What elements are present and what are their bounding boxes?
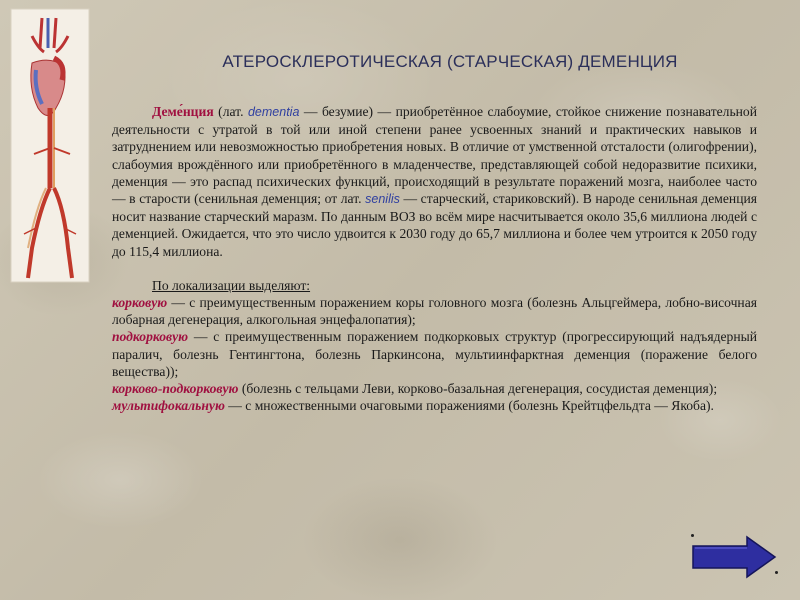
localization-desc: — с множественными очаговыми поражениями (болезнь Крейтцфельдта — Якоба).	[224, 398, 714, 414]
vascular-anatomy-illustration	[10, 8, 90, 283]
localization-desc: — с преимущественным поражением коры головного мозга (болезнь Альцгеймера, лобно-височная лобарная дегенерация, алкогольная энцефалопатия);	[112, 295, 757, 328]
localization-item	[112, 294, 757, 328]
localization-type: мультифокальную	[112, 398, 225, 414]
slide-title: АТЕРОСКЛЕРОТИЧЕСКАЯ (СТАРЧЕСКАЯ) ДЕМЕНЦИЯ	[222, 52, 678, 71]
localization-desc: — с преимущественным поражением подкорковых структур (прогрессирующий надъядерный паралич, болезнь Гентингтона, болезнь Паркинсона, мультиинфарктная деменция (поражение белого вещества));	[112, 329, 757, 379]
next-arrow-icon	[689, 534, 779, 580]
intro-text-1: (лат.	[213, 104, 248, 119]
intro-paragraph	[112, 103, 757, 260]
intro-text-3: — старческий, стариковский). В народе сенильная деменция носит название старческий маразм. По данным ВОЗ во всём мире насчитывается около 35,6 миллиона людей с деменцией. Ожидается, что это число удвоится к 2030 году до 65,7 миллиона и более чем утроится к 2050 году до 115,4 миллиона.	[112, 191, 757, 259]
localization-item	[112, 397, 757, 414]
decorative-dot	[775, 571, 778, 574]
term-dementia: Деме́нция	[152, 104, 214, 119]
slide-content	[112, 103, 757, 414]
localization-heading: По локализации выделяют:	[152, 277, 311, 293]
localization-type: корковую	[112, 295, 168, 311]
decorative-dot	[691, 534, 694, 537]
localization-type: корково-подкорковую	[112, 381, 239, 397]
next-slide-button[interactable]	[689, 534, 779, 580]
localization-item	[112, 380, 757, 397]
latin-dementia-link[interactable]: dementia	[247, 105, 300, 119]
latin-senilis-link[interactable]: senilis	[365, 192, 400, 207]
localization-item	[112, 328, 757, 380]
localization-desc: (болезнь с тельцами Леви, корково-базальная дегенерация, сосудистая деменция);	[238, 381, 718, 397]
intro-text-2: — безумие) — приобретённое слабоумие, стойкое снижение познавательной деятельности с утратой в той или иной степени ранее усвоенных знаний и практических навыков и затруднением или невозможностью приобретения новых. В отличие от умственной отсталости (олигофрении), слабоумия врождённого или приобретённого в младенчестве, представляющей собой недоразвитие психики, деменция — это распад психических функций, происходящий в результате поражений мозга, наиболее часто — в старости (сенильная деменция; от лат.	[112, 104, 758, 207]
localization-type: подкорковую	[112, 329, 189, 345]
